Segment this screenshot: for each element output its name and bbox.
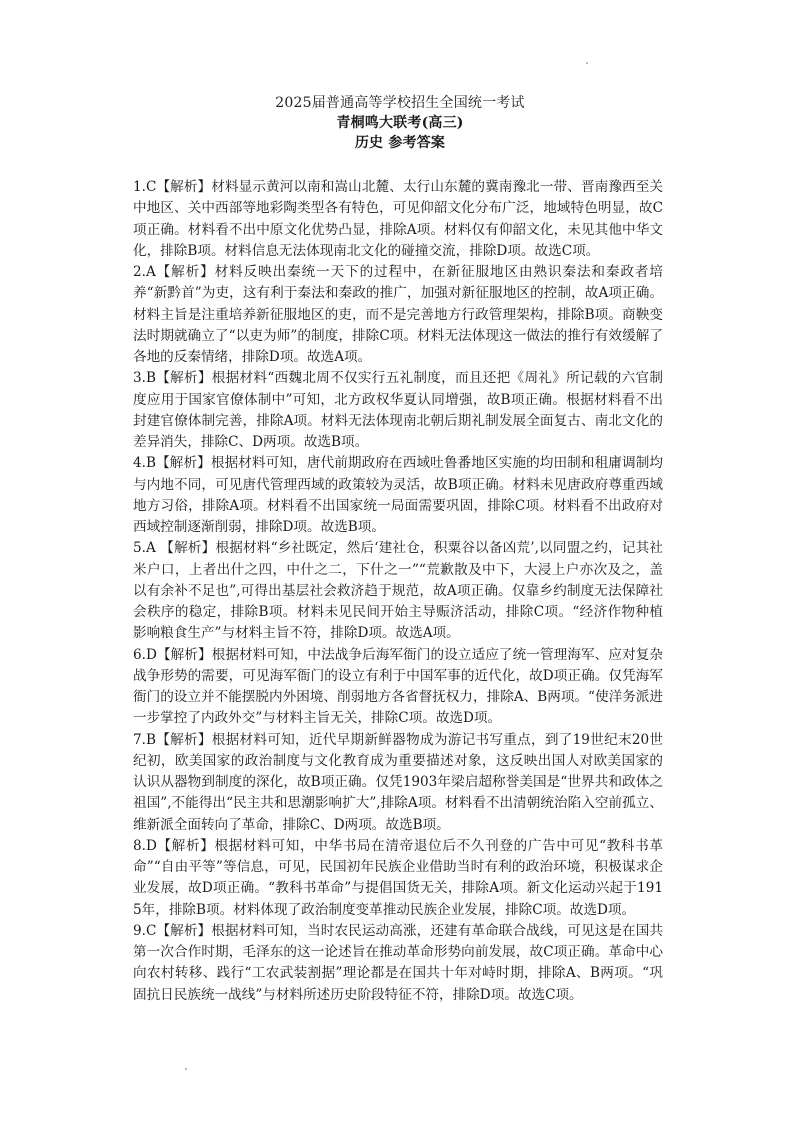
subject-title: 历史 参考答案: [354, 135, 446, 151]
answer-explanation: 根据材料“西魏北周不仅实行五礼制度，而且还把《周礼》所记载的六官制度应用于国家官僚体制中”可知，北方政权华夏认同增强，故B项正确。根据材料看不出封建官僚体制完善，排除A项。材料无法体现南北朝后期礼制发展全面复古、南北文化的差异消失，排除C、D两项。故选B项。: [133, 370, 663, 450]
answer-item: [133, 921, 663, 1006]
joint-exam-name: 青桐鸣大联考(高三): [336, 115, 464, 131]
answer-explanation: 根据材料可知，中华书局在清帝退位后不久刊登的广告中可见“教科书革命”“自由平等”等信息，可见，民国初年民族企业借助当时有利的政治环境，积极谋求企业发展，故D项正确。“教科书革命”与提倡国货无关，排除A项。新文化运动兴起于1915年，排除B项。材料体现了政治制度变革推动民族企业发展，排除C项。故选D项。: [133, 837, 663, 918]
answer-item: [133, 177, 663, 262]
answer-item: [133, 453, 663, 538]
answer-item: [133, 368, 663, 453]
answer-explanation: 根据材料可知，当时农民运动高涨，还建有革命联合战线，可见这是在国共第一次合作时期，毛泽东的这一论述旨在推动革命形势向前发展，故C项正确。革命中心向农村转移、践行“工农武装割据”理论都是在国共十年对峙时期，排除A、B两项。“巩固抗日民族统一战线”与材料所述历史阶段特征不符，排除D项。故选C项。: [133, 922, 664, 1003]
answer-label: 1.C【解析】: [133, 179, 212, 195]
answer-label: 6.D【解析】: [133, 646, 212, 663]
answer-explanation: 材料反映出秦统一天下的过程中，在新征服地区由熟识秦法和秦政者培养“新黔首”为吏，这有利于秦法和秦政的推广，加强对新征服地区的控制，故A项正确。材料主旨是注重培养新征服地区的吏，而不是完善地方行政管理架构，排除B项。商鞅变法时期就确立了“以吏为师”的制度，排除C项。材料无法体现这一做法的推行有效缓解了各地的反秦情绪，排除D项。故选A项。: [133, 264, 663, 365]
answer-explanation: 根据材料可知，近代早期新鲜器物成为游记书写重点，到了19世纪末20世纪初，欧美国家的政治制度与文化教育成为重要描述对象，这反映出国人对欧美国家的认识从器物到制度的深化，故B项正确。仅凭1903年梁启超称誉美国是“世界共和政体之祖国”,不能得出“民主共和思潮影响扩大”,排除A项。材料看不出清朝统治陷入空前孤立、维新派全面转向了革命，排除C、D两项。故选B项。: [133, 731, 663, 833]
answer-label: 3.B【解析】: [133, 370, 212, 387]
answer-label: 8.D【解析】: [133, 837, 215, 854]
answer-item: [133, 730, 663, 836]
answer-label: 9.C【解析】: [133, 922, 212, 939]
answer-item: [133, 538, 663, 644]
answer-label: 2.A【解析】: [133, 264, 215, 280]
exam-title: 2025届普通高等学校招生全国统一考试: [275, 95, 525, 111]
answer-label: 5.A 【解析】: [133, 540, 216, 557]
answer-item: [133, 836, 663, 921]
scan-speck: [586, 62, 588, 64]
answer-label: 4.B【解析】: [133, 455, 211, 472]
answer-item: [133, 645, 663, 730]
answer-label: 7.B【解析】: [133, 731, 212, 748]
answer-list: [133, 177, 663, 1006]
document-header: [0, 93, 800, 153]
answer-explanation: 根据材料可知，中法战争后海军衙门的设立适应了统一管理海军、应对复杂战争形势的需要，可见海军衙门的设立有利于中国军事的近代化，故D项正确。仅凭海军衙门的设立并不能摆脱内外困境、削弱地方各省督抚权力，排除A、B两项。“使洋务派进一步掌控了内政外交”与材料主旨无关，排除C项。故选D项。: [133, 646, 663, 727]
scan-speck: [185, 1068, 187, 1070]
answer-explanation: 材料显示黄河以南和嵩山北麓、太行山东麓的冀南豫北一带、晋南豫西至关中地区、关中西部等地彩陶类型各有特色，可见仰韶文化分布广泛，地域特色明显，故C项正确。材料看不出中原文化优势凸显，排除A项。材料仅有仰韶文化，未见其他中华文化，排除B项。材料信息无法体现南北文化的碰撞交流，排除D项。故选C项。: [133, 179, 664, 259]
answer-item: [133, 262, 663, 368]
answer-explanation: 根据材料可知，唐代前期政府在西域吐鲁番地区实施的均田制和租庸调制均与内地不同，可见唐代管理西域的政策较为灵活，故B项正确。材料未见唐政府尊重西域地方习俗，排除A项。材料看不出国家统一局面需要巩固，排除C项。材料看不出政府对西域控制逐渐削弱，排除D项。故选B项。: [133, 455, 663, 535]
answer-explanation: 根据材料“乡社既定，然后‘建社仓，积粟谷以备凶荒’,以同盟之约，记其社米户口，上者出什之四，中什之二，下什之一”“荒歉散及中下，大浸上户亦次及之，盖以有余补不足也”,可得出基层社会救济趋于规范，故A项正确。仅靠乡约制度无法保障社会秩序的稳定，排除B项。材料未见民间开始主导赈济活动，排除C项。“经济作物种植影响粮食生产”与材料主旨不符，排除D项。故选A项。: [133, 540, 663, 642]
